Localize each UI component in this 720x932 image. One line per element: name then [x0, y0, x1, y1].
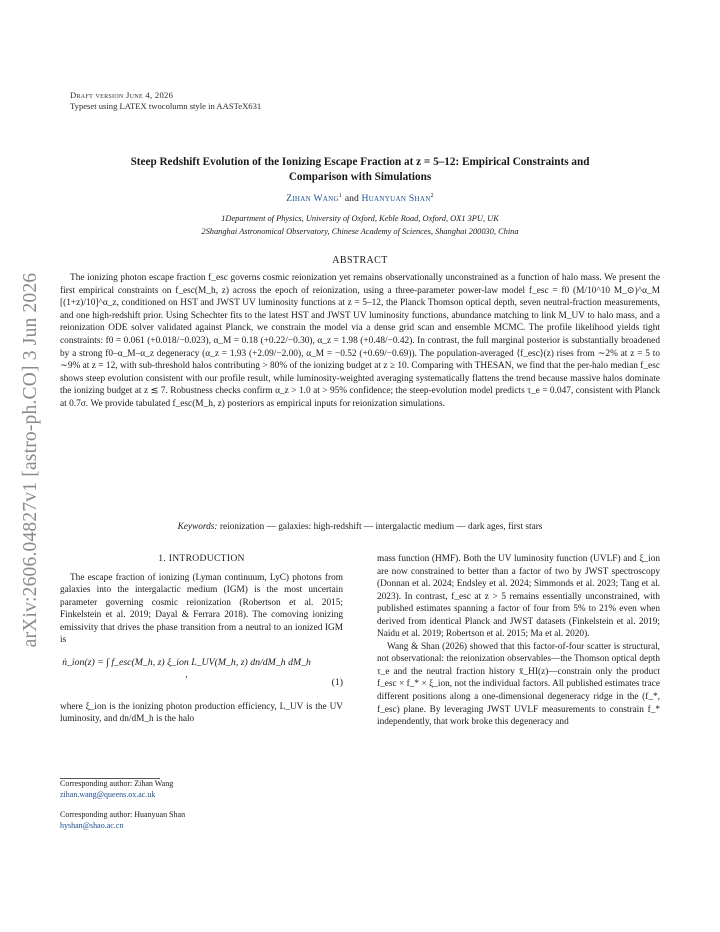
arxiv-identifier-text: arXiv:2606.04827v1 [astro-ph.CO] 3 Jun 2026 [20, 272, 41, 648]
abstract-body [60, 272, 660, 411]
corresponding-author-2 [60, 809, 343, 831]
corresponding-author-2-label: Corresponding author: Huanyuan Shan [60, 810, 186, 819]
author-2-affil-mark: 2 [430, 193, 434, 199]
affiliation-1: 1Department of Physics, University of Oxford, Keble Road, Oxford, OX1 3PU, UK [221, 214, 499, 223]
intro-paragraph-2: mass function (HMF). Both the UV luminosity function (UVLF) and ξ_ion are now constrained to better than a factor of two by JWST spectroscopy (Donnan et al. 2024; Endsley et al. 2024; Simmonds et al. 2023; Tang et al. 2023). In contrast, f_esc at z > 5 remains essentially unconstrained, with published estimates spanning a factor of four from 5% to 21% even when derived from identical Planck and JWST datasets (Finkelstein et al. 2019; Naidu et al. 2019; Robertson et al. 2015; Ma et al. 2020). [377, 554, 660, 640]
affiliation-2: 2Shanghai Astronomical Observatory, Chinese Academy of Sciences, Shanghai 200030, China [201, 227, 519, 236]
corresponding-authors [60, 778, 343, 831]
intro-paragraph-1: The escape fraction of ionizing (Lyman continuum, LyC) photons from galaxies into the intergalactic medium (IGM) is the most uncertain parameter governing cosmic reionization (Robertson et al. 2015; Finkelstein et al. 2019; Dayal & Ferrara 2018). The comoving ionizing emissivity that drives the phase transition from a neutral to an ionized IGM is [60, 572, 343, 646]
corresponding-author-1-email[interactable]: zihan.wang@queens.ox.ac.uk [60, 790, 156, 799]
paper-title [60, 155, 660, 184]
equation-1 [60, 653, 343, 697]
author-name-1[interactable]: Zihan Wang [286, 193, 339, 205]
keywords-label: Keywords: [177, 522, 218, 532]
right-column [377, 553, 660, 729]
equation-1-number: (1) [331, 676, 343, 688]
arxiv-identifier-stamp [14, 240, 48, 680]
corresponding-author-2-email[interactable]: hyshan@shao.ac.cn [60, 821, 124, 830]
paper-title-line2: Comparison with Simulations [288, 170, 432, 183]
author-name-2[interactable]: Huanyuan Shan [361, 193, 431, 205]
author-list [60, 193, 660, 204]
typeset-line: Typeset using LATEX twocolumn style in AASTeX631 [70, 101, 262, 111]
keywords-list: reionization — galaxies: high-redshift — intergalactic medium — dark ages, first stars [219, 522, 543, 532]
author-1-affil-mark: 1 [338, 193, 343, 199]
section-heading-introduction: 1. INTRODUCTION [158, 553, 245, 564]
left-column [60, 553, 343, 726]
intro-paragraph-3: Wang & Shan (2026) showed that this factor-of-four scatter is structural, not observational: the reionization observables—the Thomson optical depth τ_e and the neutral fraction history x̄_HI(z)—constrain only the product f_esc × f_* × ξ_ion, not the individual factors. All published estimates trace different positions along a one-dimensional degeneracy ridge in the (f_*, f_esc) plane. By leveraging JWST UVLF measurements to constrain f_* independently, that work broke this degeneracy and [377, 641, 660, 728]
equation-1-body: ṅ_ion(z) = ∫ f_esc(M_h, z) ξ_ion L_UV(M_h, z) dn/dM_h dM_h , [62, 656, 311, 681]
draft-version-line: Draft version June 4, 2026 [70, 90, 174, 100]
paper-title-line1: Steep Redshift Evolution of the Ionizing Escape Fraction at z = 5–12: Empirical Constraints and [130, 156, 590, 168]
author-conjunction: and [344, 193, 359, 205]
draft-header [70, 90, 261, 112]
intro-paragraph-1-continued: where ξ_ion is the ionizing photon production efficiency, L_UV is the UV luminosity, and dn/dM_h is the halo [60, 701, 343, 725]
corresponding-author-1 [60, 778, 343, 800]
abstract-text: The ionizing photon escape fraction f_esc governs cosmic reionization yet remains observationally unconstrained as a function of halo mass. We present the first empirical constraints on f_esc(M_h, z) across the epoch of reionization, using a three-parameter power-law model f_esc = f0 (M/10^10 M_⊙)^α_M [(1+z)/10]^α_z, conditioned on HST and JWST UV luminosity functions at z = 5–12, the Planck Thomson optical depth, seven neutral-fraction measurements, and one high-redshift prior. Using Schechter fits to the latest HST and JWST UV luminosity functions, abundance matching to link M_UV to halo mass, and a reionization ODE solver validated against Planck, we constrain the model via a dense grid scan and ensemble MCMC. The profile likelihood yields tight constraints: f0 = 0.061 (+0.018/−0.023), α_M = 0.18 (+0.22/−0.30), α_z = 1.98 (+0.48/−0.42). In contrast, the full marginal posterior is substantially broadened by a strong f0–α_M–α_z degeneracy (α_z = 1.93 (+2.09/−2.00), α_M = −0.52 (+0.69/−0.69)). The population-averaged ⟨f_esc⟩(z) rises from ∼2% at z = 5 to ∼9% at z = 12, with sub-threshold halos contributing > 80% of the ionizing budget at z ≥ 10. Comparing with THESAN, we find that the per-halo median f_esc shows steep evolution consistent with our profile result, while luminosity-weighted averaging systematically flattens the trend because massive halos dominate the ionizing budget at z ≲ 7. Robustness checks confirm α_z > 1.0 at > 95% confidence; the steep-evolution model predicts τ_e = 0.047, consistent with Planck at 0.7σ. We provide tabulated f_esc(M_h, z) posteriors as empirical inputs for reionization simulations. [60, 273, 660, 409]
abstract-heading: ABSTRACT [332, 255, 388, 266]
keywords-line [60, 522, 660, 532]
corresponding-author-1-label: Corresponding author: Zihan Wang [60, 779, 174, 788]
